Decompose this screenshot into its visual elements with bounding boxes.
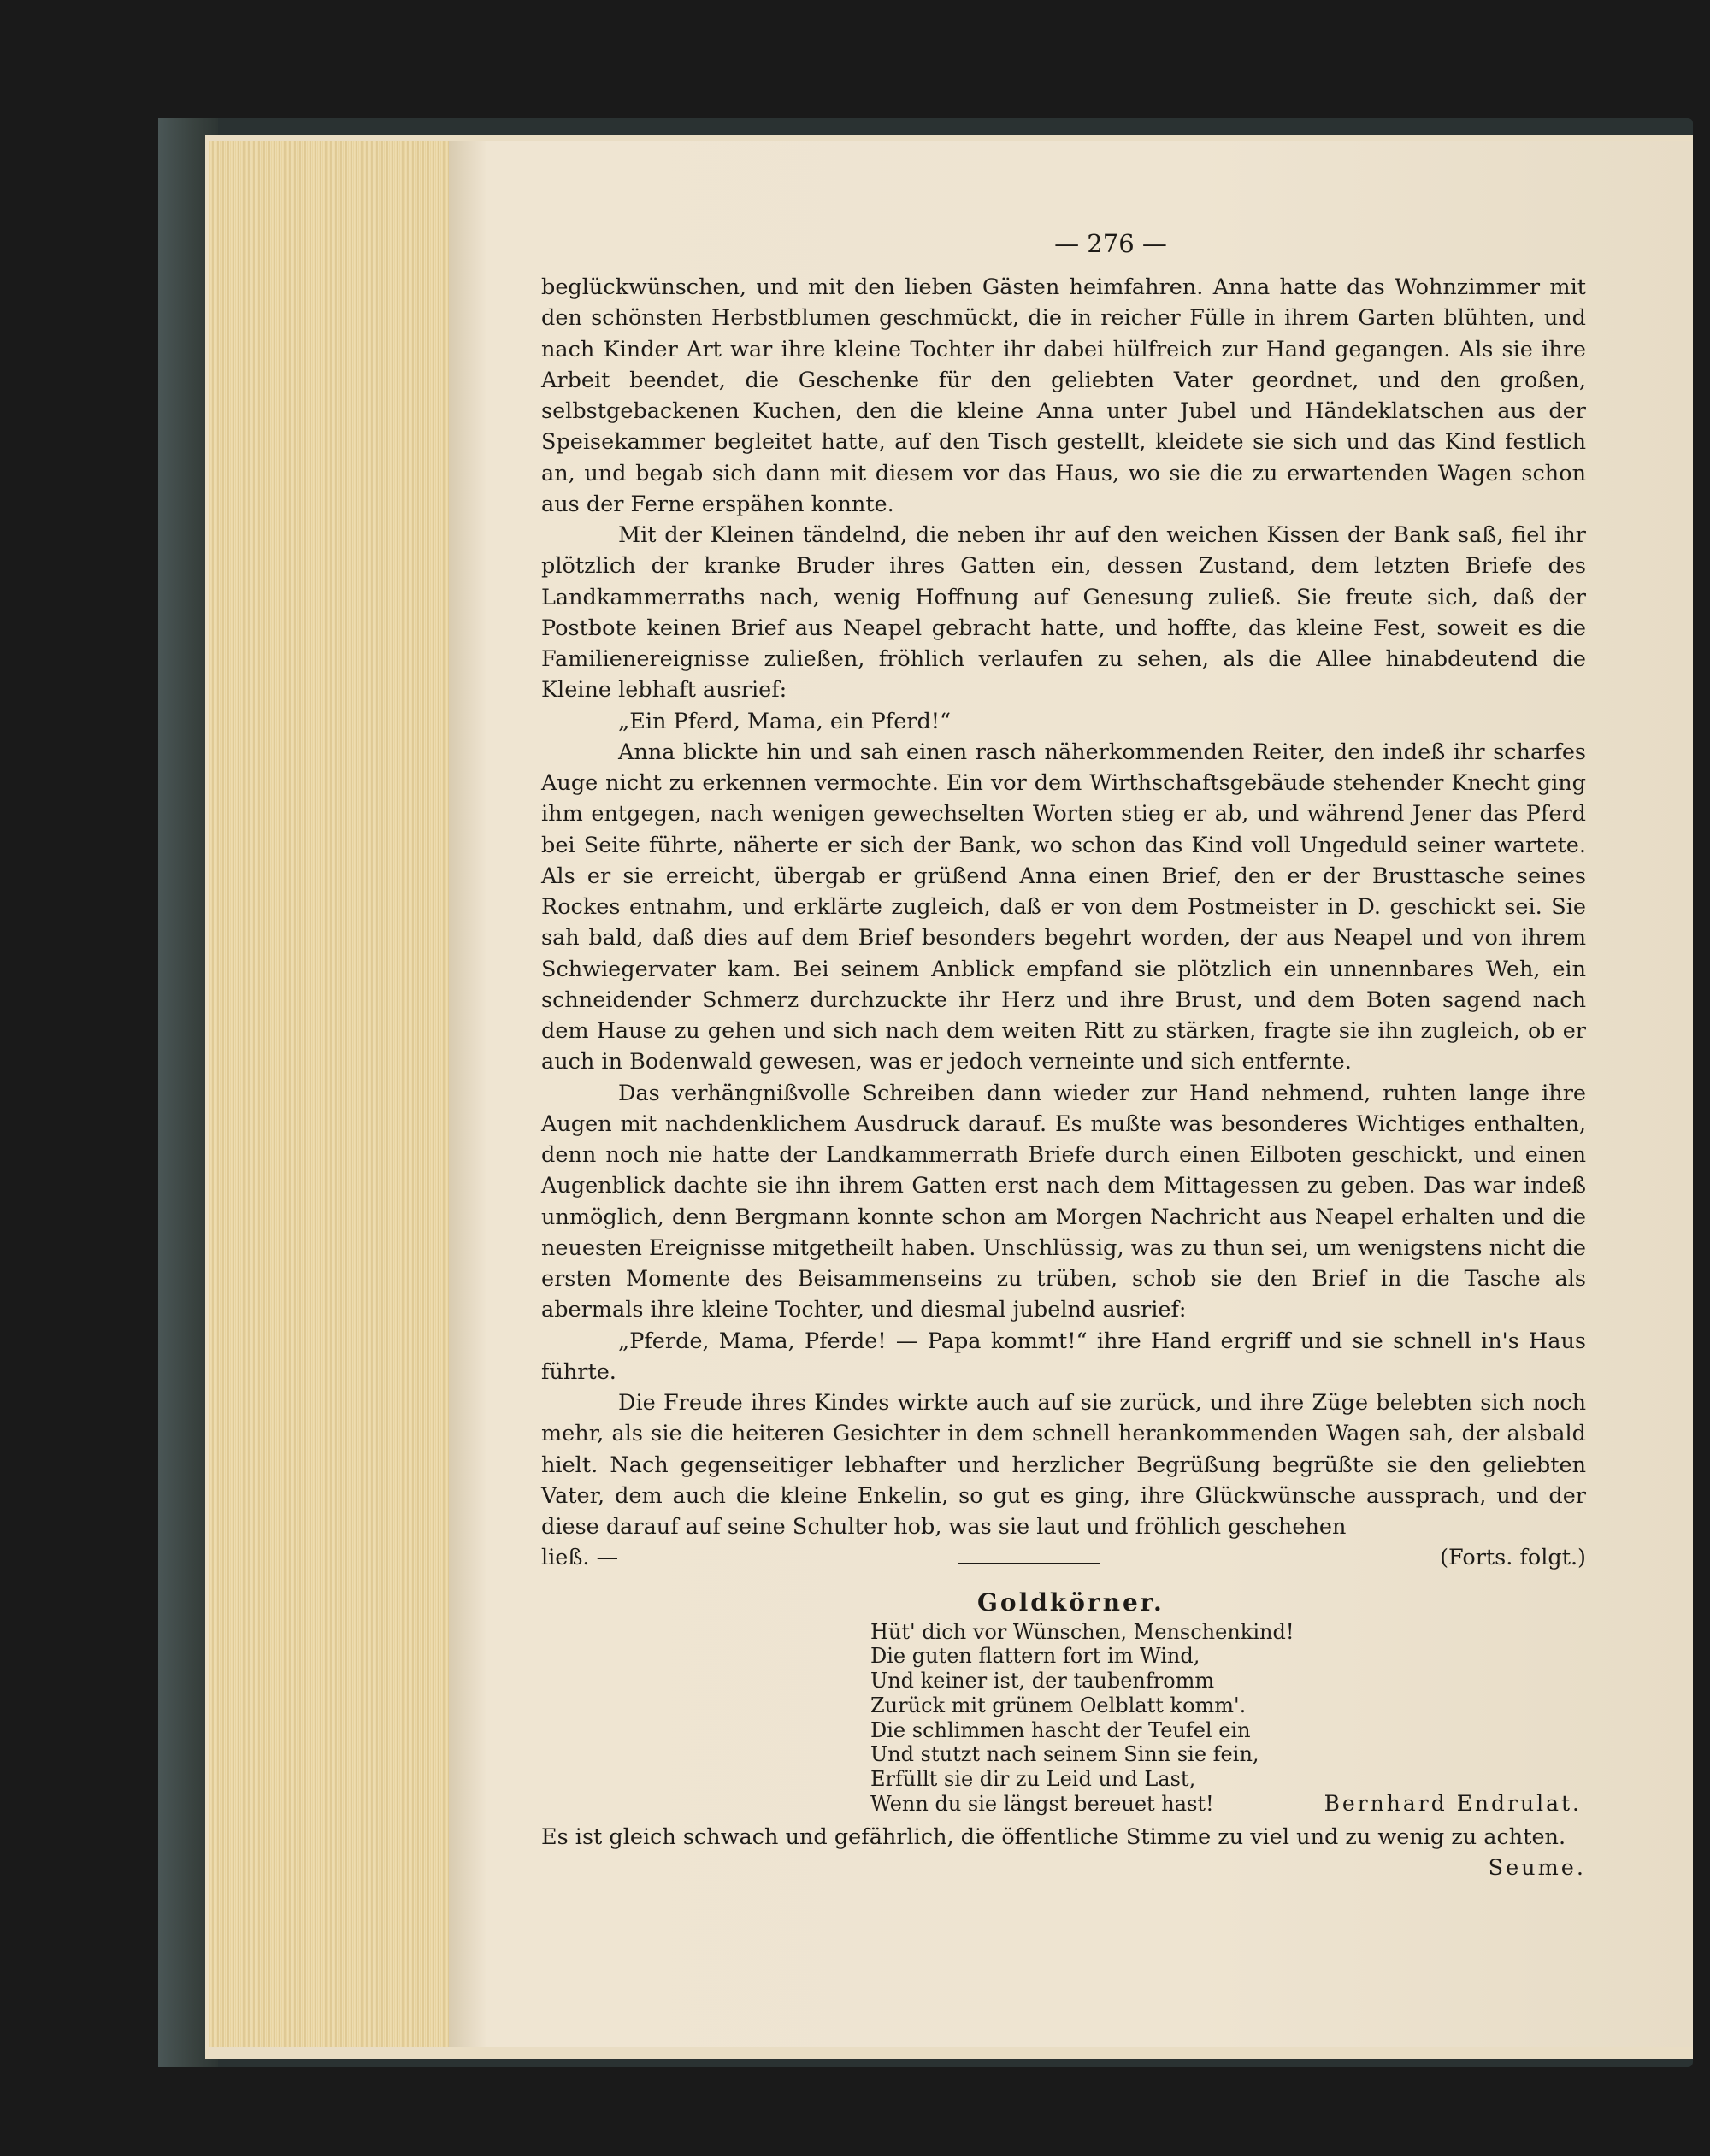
paragraph-6: „Pferde, Mama, Pferde! — Papa kommt!“ ihre Hand ergriff und sie schnell in's Haus führte. (541, 1328, 1586, 1385)
paragraph-3: „Ein Pferd, Mama, ein Pferd!“ (618, 708, 952, 734)
quote-source: Seume. (1488, 1855, 1586, 1882)
paragraph-4: Anna blickte hin und sah einen rasch näherkommenden Reiter, den indeß ihr scharfes Auge nicht zu erkennen vermochte. Ein vor dem Wirthschaftsgebäude stehender Knecht ging ihm entgegen, nach wenigen gewechselten Worten stieg er ab, und während Jener das Pferd bei Seite führte, näherte er sich der Bank, wo schon das Kind voll Ungeduld seiner wartete. Als er sie erreicht, übergab er grüßend Anna einen Brief, den er der Brusttasche seines Rockes entnahm, und erklärte zugleich, daß er von dem Postmeister in D. geschickt sei. Sie sah bald, daß dies auf dem Brief besonders begehrt worden, der aus Neapel und von ihrem Schwiegervater kam. Bei seinem Anblick empfand sie plötzlich ein unnennbares Weh, ein schneidender Schmerz durchzuckte ihr Herz und ihre Brust, und dem Boten sagend nach dem Hause zu gehen und sich nach dem weiten Ritt zu stärken, fragte sie ihn zugleich, ob er auch in Bodenwald gewesen, was er jedoch verneinte und sich entfernte. (541, 739, 1586, 1075)
poem-line: Die schlimmen hascht der Teufel ein (870, 1717, 1251, 1742)
poem-title: Goldkörner. (977, 1588, 1165, 1617)
paragraph-5: Das verhängnißvolle Schreiben dann wieder zur Hand nehmend, ruhten lange ihre Augen mit nachdenklichem Ausdruck darauf. Es mußte was besonderes Wichtiges enthalten, denn noch nie hatte der Landkammerrath Briefe durch einen Eilboten geschickt, und einen Augenblick dachte sie ihn ihrem Gatten erst nach dem Mittagessen zu geben. Das war indeß unmöglich, denn Bergmann konnte schon am Morgen Nachricht aus Neapel erhalten und die neuesten Ereignisse mitgetheilt haben. Unschlüssig, was zu thun sei, um wenigstens nicht die ersten Momente des Beisammenseins zu trüben, schob sie den Brief in die Tasche als abermals ihre kleine Tochter, und diesmal jubelnd ausrief: (541, 1080, 1586, 1323)
closing-line (541, 1542, 1586, 1573)
poem-line: Zurück mit grünem Oelblatt komm'. (870, 1693, 1247, 1717)
paragraph-1: beglückwünschen, und mit den lieben Gästen heimfahren. Anna hatte das Wohnzimmer mit den schönsten Herbstblumen geschmückt, die in reicher Fülle in ihrem Garten blühten, und nach Kinder Art war ihre kleine Tochter ihr dabei hülfreich zur Hand gegangen. Als sie ihre Arbeit beendet, die Geschenke für den geliebten Vater geordnet, und den großen, selbstgebackenen Kuchen, den die kleine Anna unter Jubel und Händeklatschen aus der Speisekammer begleitet hatte, auf den Tisch gestellt, kleidete sie sich und das Kind festlich an, und begab sich dann mit diesem vor das Haus, wo sie die zu erwartenden Wagen schon aus der Ferne erspähen konnte. (541, 274, 1586, 517)
poem-author: Bernhard Endrulat. (1324, 1791, 1582, 1817)
poem-line: Erfüllt sie dir zu Leid und Last, (870, 1767, 1196, 1792)
poem (541, 1620, 1586, 1817)
poem-line: Die guten flattern fort im Wind, (870, 1644, 1200, 1669)
paragraph-2: Mit der Kleinen tändelnd, die neben ihr auf den weichen Kissen der Bank saß, fiel ihr plötzlich der kranke Bruder ihres Gatten ein, dessen Zustand, dem letzten Briefe des Landkammerraths nach, wenig Hoffnung auf Genesung zuließ. Sie freute sich, daß der Postbote keinen Brief aus Neapel gebracht hatte, und hoffte, das kleine Fest, soweit es die Familienereignisse zuließen, fröhlich verlaufen zu sehen, als die Allee hinabdeutend die Kleine lebhaft ausrief: (541, 522, 1586, 704)
poem-line: Und keiner ist, der taubenfromm (870, 1669, 1215, 1694)
section-rule (958, 1563, 1100, 1564)
poem-line: Wenn du sie längst bereuet hast! (870, 1792, 1214, 1817)
page-content (541, 229, 1586, 1883)
poem-line: Und stutzt nach seinem Sinn sie fein, (870, 1742, 1259, 1767)
continuation-note: (Forts. folgt.) (1440, 1545, 1586, 1571)
page-fore-edge (209, 141, 453, 2047)
poem-line: Hüt' dich vor Wünschen, Menschenkind! (870, 1619, 1294, 1644)
paragraph-7: Die Freude ihres Kindes wirkte auch auf sie zurück, und ihre Züge belebten sich noch mehr, als sie die heiteren Gesichter in dem schnell herankommenden Wagen sah, der alsbald hielt. Nach gegenseitiger lebhafter und herzlicher Begrüßung begrüßte sie den geliebten Vater, dem auch die kleine Enkelin, so gut es ging, ihre Glückwünsche aussprach, und der diese darauf auf seine Schulter hob, was sie laut und fröhlich geschehen (541, 1390, 1586, 1540)
page-number: — 276 — (1054, 229, 1167, 258)
quote: Es ist gleich schwach und gefährlich, die öffentliche Stimme zu viel und zu wenig zu achten. (541, 1823, 1566, 1850)
closing-text: ließ. — (541, 1545, 619, 1571)
